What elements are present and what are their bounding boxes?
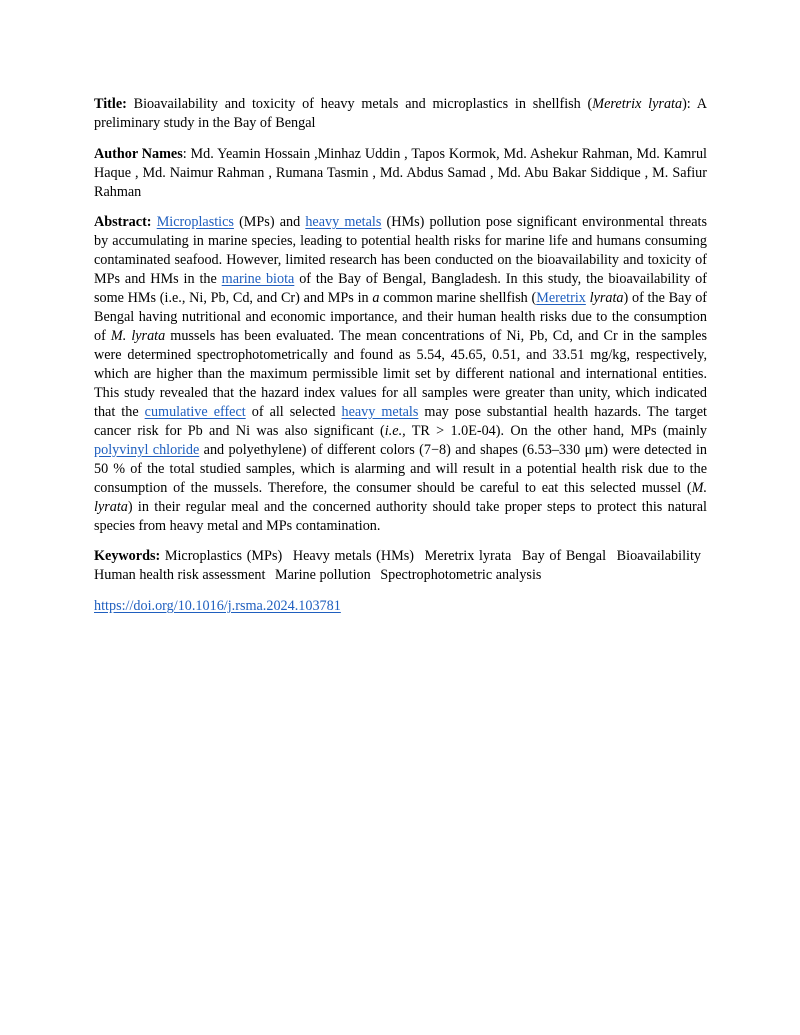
link-microplastics[interactable]: Microplastics: [156, 214, 234, 230]
title-species: Meretrix lyrata: [592, 96, 683, 112]
authors-label: Author Names: [94, 146, 183, 162]
paper-title: [94, 95, 707, 133]
link-heavy-metals[interactable]: heavy metals: [305, 214, 382, 230]
abstract-text: common marine shellfish (: [379, 290, 537, 306]
title-text-2: ): A preliminary study in the Bay of Bengal: [94, 96, 707, 131]
abstract: [94, 213, 707, 536]
link-marine-biota[interactable]: marine biota: [221, 271, 295, 287]
link-meretrix[interactable]: Meretrix: [536, 290, 586, 306]
abstract-italic: lyrata: [589, 290, 624, 306]
abstract-italic: a: [372, 290, 380, 306]
abstract-text: ) in their regular meal and the concerned authority should take proper steps to protect this natural species from heavy metal and MPs contamination.: [94, 499, 707, 534]
doi-line: [94, 597, 707, 616]
keywords-label: Keywords:: [94, 548, 161, 564]
abstract-label: Abstract:: [94, 214, 152, 230]
abstract-italic: M. lyrata: [110, 328, 166, 344]
keyword: Meretrix lyrata: [424, 548, 512, 564]
abstract-italic: i.e.,: [384, 423, 406, 439]
author-list: [94, 145, 707, 202]
keywords: [94, 547, 707, 585]
keyword: Microplastics (MPs): [164, 548, 283, 564]
abstract-text: of the Bay of Bengal, Bangladesh. In this study, the bioavailability of some HMs (i.e., Ni, Pb, Cd, and Cr) and MPs in: [94, 271, 707, 306]
keyword: Spectrophotometric analysis: [380, 567, 542, 583]
abstract-text: (HMs) pollution pose significant environmental threats by accumulating in marine species, leading to potential health risks for marine life and humans consuming contaminated seafood. However, limited research has been conducted on the bioavailability and toxicity of MPs and HMs in the: [94, 214, 707, 287]
keyword: Heavy metals (HMs): [292, 548, 415, 564]
abstract-text: TR > 1.0E-04). On the other hand, MPs (mainly: [405, 423, 707, 439]
abstract-italic: M. lyrata: [94, 480, 707, 515]
abstract-text: and polyethylene) of different colors (7−8) and shapes (6.53–330 μm) were detected in 50 % of the total studied samples, which is alarming and will result in a potential health risk due to the consumption of the mussels. Therefore, the consumer should be careful to eat this selected mussel (: [94, 442, 707, 496]
doi-link[interactable]: https://doi.org/10.1016/j.rsma.2024.103781: [94, 598, 341, 614]
abstract-text: ) of the Bay of Bengal having nutritional and economic importance, and their human health risks due to the consumption of: [94, 290, 708, 344]
title-label: Title:: [94, 96, 127, 112]
keyword: Bioavailability: [616, 548, 701, 564]
link-cumulative-effect[interactable]: cumulative effect: [144, 404, 246, 420]
keyword: Human health risk assessment: [94, 567, 266, 583]
keyword: Bay of Bengal: [521, 548, 607, 564]
link-heavy-metals-2[interactable]: heavy metals: [341, 404, 419, 420]
abstract-text: mussels has been evaluated. The mean concentrations of Ni, Pb, Cd, and Cr in the samples were determined spectrophotometrically and found as 5.54, 45.65, 0.51, and 33.51 mg/kg, respectively, which are higher than the maximum permissible limit set by different national and international entities. This study revealed that the hazard index values for all samples were greater than unity, which indicated that the: [94, 328, 707, 420]
link-polyvinyl-chloride[interactable]: polyvinyl chloride: [94, 442, 200, 458]
abstract-text: may pose substantial health hazards. The target cancer risk for Pb and Ni was also significant (: [94, 404, 708, 439]
title-text-1: Bioavailability and toxicity of heavy metals and microplastics in shellfish (: [133, 96, 593, 112]
keyword: Marine pollution: [274, 567, 371, 583]
authors-text: : Md. Yeamin Hossain ,Minhaz Uddin , Tapos Kormok, Md. Ashekur Rahman, Md. Kamrul Haque , Md. Naimur Rahman , Rumana Tasmin , Md. Abdus Samad , Md. Abu Bakar Siddique , M. Safiur Rahman: [94, 146, 707, 200]
abstract-text: of all selected: [245, 404, 342, 420]
abstract-text: (MPs) and: [233, 214, 306, 230]
